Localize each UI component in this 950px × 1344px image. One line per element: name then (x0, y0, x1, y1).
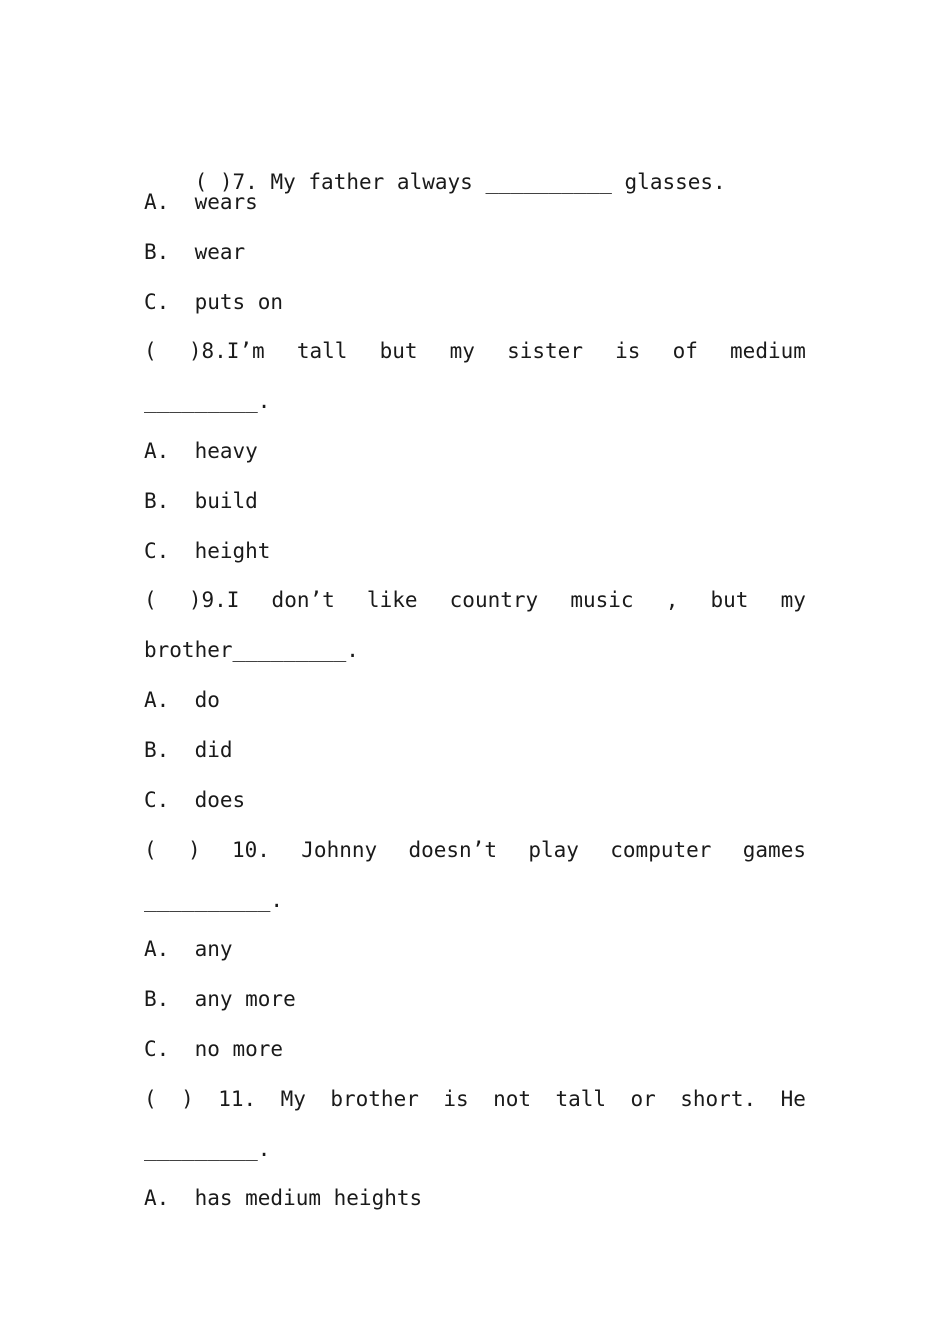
q7-stem-word: My (270, 170, 296, 194)
q10-stem-word: computer (610, 838, 712, 862)
q8-stem-word: my (449, 339, 475, 363)
q10-stem-word: ) (188, 838, 201, 862)
q7-option-b: B. wear (144, 240, 246, 264)
q11-stem-word: or (630, 1087, 656, 1111)
q8-stem-word: is (615, 339, 641, 363)
q11-stem-word: He (780, 1087, 806, 1111)
question-9-stem (144, 585, 806, 615)
q9-option-a: A. do (144, 688, 220, 712)
question-11-stem (144, 1084, 806, 1114)
q7-stem-word: ( )7. (194, 170, 258, 194)
q11-stem-word: short. (680, 1087, 757, 1111)
q7-stem-word: father (308, 170, 385, 194)
q7-option-c: C. puts on (144, 290, 284, 314)
q11-stem-word: 11. (218, 1087, 257, 1111)
q7-stem-word: glasses. (624, 170, 726, 194)
q8-stem-word: )8.I’m (188, 339, 265, 363)
q8-option-c: C. height (144, 539, 271, 563)
q8-stem-word: sister (507, 339, 583, 363)
q11-stem-word: brother (330, 1087, 419, 1111)
q8-option-b: B. build (144, 489, 258, 513)
q9-option-c: C. does (144, 788, 246, 812)
q10-option-b: B. any more (144, 987, 296, 1011)
q7-blank: __________ (485, 170, 612, 194)
q10-stem-word: games (742, 838, 806, 862)
q9-stem-word: music (570, 588, 634, 612)
q9-stem-word: but (710, 588, 749, 612)
q9-stem-word: my (780, 588, 806, 612)
q9-stem-continuation: brother_________. (144, 638, 359, 662)
question-7-stem (144, 137, 806, 194)
q10-stem-word: Johnny (301, 838, 378, 862)
q9-stem-word: , (665, 588, 679, 612)
q11-stem-word: is (443, 1087, 469, 1111)
q10-stem-word: doesn’t (408, 838, 497, 862)
question-10-stem (144, 835, 806, 865)
q10-stem-word: play (528, 838, 579, 862)
q8-stem-word: but (379, 339, 418, 363)
q10-option-a: A. any (144, 937, 233, 961)
q10-stem-continuation: __________. (144, 888, 284, 912)
q11-stem-word: ) (181, 1087, 194, 1111)
q10-option-c: C. no more (144, 1037, 284, 1061)
q8-stem-word: ( (144, 339, 157, 363)
q9-stem-word: country (449, 588, 539, 612)
q7-stem-word: always (396, 170, 473, 194)
q9-option-b: B. did (144, 738, 233, 762)
question-8-stem (144, 336, 806, 366)
q10-stem-word: 10. (232, 838, 270, 862)
q9-stem-word: don’t (271, 588, 335, 612)
q11-stem-word: My (280, 1087, 306, 1111)
q11-stem-word: ( (144, 1087, 157, 1111)
q11-stem-word: not (493, 1087, 532, 1111)
q11-stem-word: tall (555, 1087, 607, 1111)
q8-stem-word: of (672, 339, 698, 363)
q8-stem-word: medium (730, 339, 806, 363)
q7-option-a: A. wears (144, 190, 258, 214)
q9-stem-word: ( (144, 588, 157, 612)
q8-stem-continuation: _________. (144, 389, 271, 413)
q8-option-a: A. heavy (144, 439, 258, 463)
q8-stem-word: tall (296, 339, 348, 363)
q9-stem-word: )9.I (188, 588, 240, 612)
q11-option-a: A. has medium heights (144, 1186, 423, 1210)
q11-stem-continuation: _________. (144, 1137, 271, 1161)
q10-stem-word: ( (144, 838, 157, 862)
q9-stem-word: like (366, 588, 418, 612)
